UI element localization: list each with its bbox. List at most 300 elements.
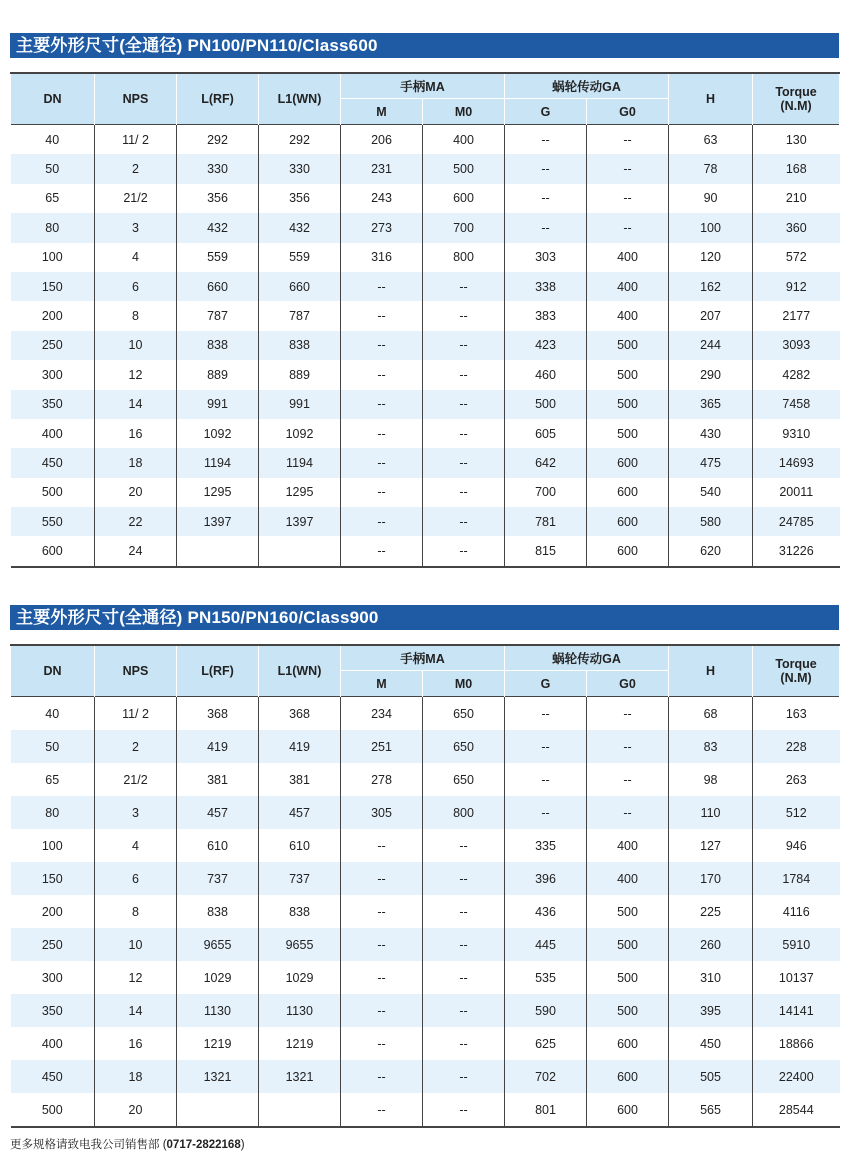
- cell-g0: 400: [587, 243, 669, 272]
- cell-l-rf: 889: [177, 360, 259, 389]
- cell-dn: 450: [11, 1060, 95, 1093]
- cell-l1-wn: 838: [259, 895, 341, 928]
- cell-torque: 572: [753, 243, 840, 272]
- cell-dn: 250: [11, 928, 95, 961]
- cell-m: 278: [341, 763, 423, 796]
- cell-l-rf: 1092: [177, 419, 259, 448]
- cell-l1-wn: 1194: [259, 448, 341, 477]
- cell-m: 234: [341, 697, 423, 731]
- cell-dn: 200: [41, 904, 63, 919]
- table-row: [11, 272, 840, 301]
- dimension-table: [10, 644, 840, 1128]
- table-row: [11, 829, 840, 862]
- table-row: [11, 1060, 840, 1093]
- cell-h: 162: [669, 272, 753, 301]
- cell-l-rf: 368: [177, 697, 259, 731]
- cell-nps: 21/2: [95, 184, 177, 213]
- cell-nps: 3: [95, 796, 177, 829]
- cell-nps: 14: [95, 994, 177, 1027]
- cell-m0: --: [423, 419, 505, 448]
- cell-l-rf: 432: [177, 213, 259, 242]
- cell-nps: 14: [95, 390, 177, 419]
- cell-nps: 10: [95, 928, 177, 961]
- cell-m0: --: [423, 928, 505, 961]
- header-dn: DN: [11, 73, 95, 125]
- cell-g0: 500: [587, 928, 669, 961]
- cell-l-rf: 9655: [177, 928, 259, 961]
- cell-g: --: [505, 697, 587, 731]
- cell-g: 801: [505, 1093, 587, 1127]
- cell-g: 700: [505, 478, 587, 507]
- cell-h: 565: [669, 1093, 753, 1127]
- cell-m0: --: [423, 448, 505, 477]
- cell-g: 436: [505, 895, 587, 928]
- cell-nps: 20: [95, 478, 177, 507]
- cell-h: 78: [669, 154, 753, 183]
- cell-m0: --: [423, 390, 505, 419]
- cell-m: --: [341, 829, 423, 862]
- cell-m0: --: [423, 301, 505, 330]
- cell-m: --: [341, 994, 423, 1027]
- cell-l1-wn: 292: [259, 125, 341, 155]
- cell-l-rf: 559: [177, 243, 259, 272]
- section-title: 主要外形尺寸(全通径) PN150/PN160/Class900: [10, 605, 839, 630]
- table-row: [11, 419, 840, 448]
- cell-h: 207: [669, 301, 753, 330]
- cell-h: 127: [669, 829, 753, 862]
- table-row: [11, 478, 840, 507]
- header-l-rf: L(RF): [177, 645, 259, 697]
- cell-dn: 100: [41, 250, 63, 265]
- cell-nps: 11/ 2: [95, 125, 177, 155]
- cell-nps: 2: [95, 730, 177, 763]
- cell-g0: --: [587, 730, 669, 763]
- cell-dn: 500: [11, 1093, 95, 1127]
- cell-g: 702: [505, 1060, 587, 1093]
- table-row: [11, 895, 840, 928]
- header-g: G: [505, 99, 587, 125]
- cell-g: --: [505, 730, 587, 763]
- cell-dn: 100: [41, 838, 63, 853]
- cell-dn: 300: [41, 970, 63, 985]
- cell-h: 430: [669, 419, 753, 448]
- cell-g: 535: [505, 961, 587, 994]
- cell-l-rf: 1397: [177, 507, 259, 536]
- cell-l1-wn: 1029: [259, 961, 341, 994]
- cell-l-rf: 1219: [177, 1027, 259, 1060]
- cell-h: 260: [669, 928, 753, 961]
- cell-l1-wn: [259, 1093, 341, 1127]
- cell-g: 338: [505, 272, 587, 301]
- header-m: M: [341, 99, 423, 125]
- cell-g: 815: [505, 536, 587, 566]
- cell-m: --: [341, 1093, 423, 1127]
- cell-nps: 22: [95, 507, 177, 536]
- header-h: H: [669, 645, 753, 697]
- cell-torque: 360: [753, 213, 840, 242]
- cell-m: 243: [341, 184, 423, 213]
- cell-l-rf: 1130: [177, 994, 259, 1027]
- cell-h: 540: [669, 478, 753, 507]
- cell-g0: --: [587, 796, 669, 829]
- cell-g: 590: [505, 994, 587, 1027]
- header-gear-ga: 蜗轮传动GA: [505, 73, 669, 99]
- cell-l-rf: 381: [177, 763, 259, 796]
- cell-g: --: [505, 184, 587, 213]
- cell-dn: 500: [41, 485, 63, 500]
- table-row: [11, 125, 840, 155]
- cell-dn: 550: [11, 507, 95, 536]
- cell-l1-wn: 1219: [259, 1027, 341, 1060]
- cell-dn: 65: [45, 772, 60, 787]
- cell-l-rf: 356: [177, 184, 259, 213]
- cell-l1-wn: 660: [259, 272, 341, 301]
- cell-g: 605: [505, 419, 587, 448]
- cell-nps: 24: [95, 536, 177, 566]
- cell-torque: 31226: [753, 536, 840, 566]
- cell-h: 580: [669, 507, 753, 536]
- cell-h: 98: [669, 763, 753, 796]
- cell-m0: 800: [423, 243, 505, 272]
- cell-m: 251: [341, 730, 423, 763]
- cell-nps: 21/2: [95, 763, 177, 796]
- header-h: H: [669, 73, 753, 125]
- cell-m: --: [341, 895, 423, 928]
- cell-g0: 400: [587, 862, 669, 895]
- cell-m: --: [341, 390, 423, 419]
- cell-m0: --: [423, 1093, 505, 1127]
- cell-m0: --: [423, 862, 505, 895]
- cell-dn: 350: [11, 390, 95, 419]
- cell-g0: --: [587, 184, 669, 213]
- cell-nps: 4: [95, 243, 177, 272]
- table-row: [11, 928, 840, 961]
- table-row: [11, 1027, 840, 1060]
- cell-l1-wn: 787: [259, 301, 341, 330]
- cell-l1-wn: [259, 536, 341, 566]
- cell-nps: 16: [95, 419, 177, 448]
- cell-dn: 40: [45, 132, 60, 147]
- cell-torque: 9310: [753, 419, 840, 448]
- cell-l-rf: 991: [177, 390, 259, 419]
- cell-m: --: [341, 961, 423, 994]
- cell-torque: 20011: [753, 478, 840, 507]
- cell-g0: 400: [587, 829, 669, 862]
- header-m: M: [341, 671, 423, 697]
- header-l-rf: L(RF): [177, 73, 259, 125]
- cell-g: --: [505, 213, 587, 242]
- cell-l-rf: 838: [177, 895, 259, 928]
- cell-l-rf: 787: [177, 301, 259, 330]
- cell-l1-wn: 1295: [259, 478, 341, 507]
- table-row: [11, 213, 840, 242]
- cell-nps: 16: [95, 1027, 177, 1060]
- cell-m: --: [341, 507, 423, 536]
- cell-dn: 150: [11, 272, 95, 301]
- cell-torque: 14693: [753, 448, 840, 477]
- cell-h: 120: [669, 243, 753, 272]
- cell-m: 316: [341, 243, 423, 272]
- cell-h: 170: [669, 862, 753, 895]
- cell-h: 475: [669, 448, 753, 477]
- cell-m: --: [341, 331, 423, 360]
- cell-m0: 700: [423, 213, 505, 242]
- cell-l1-wn: 432: [259, 213, 341, 242]
- cell-g0: --: [587, 154, 669, 183]
- cell-dn: 150: [11, 862, 95, 895]
- cell-m: --: [341, 862, 423, 895]
- table-row: [11, 994, 840, 1027]
- cell-dn: 400: [41, 1036, 63, 1051]
- cell-m0: 650: [423, 697, 505, 731]
- footer-text: 更多规格请致电我公司销售部 (: [10, 1139, 167, 1151]
- cell-g0: --: [587, 125, 669, 155]
- cell-m: --: [341, 301, 423, 330]
- cell-dn: 400: [41, 426, 63, 441]
- header-dn: DN: [11, 645, 95, 697]
- table-row: [11, 331, 840, 360]
- cell-m: --: [341, 1060, 423, 1093]
- cell-m0: --: [423, 829, 505, 862]
- cell-m0: 650: [423, 763, 505, 796]
- cell-dn: 40: [45, 706, 60, 721]
- cell-nps: 12: [95, 961, 177, 994]
- cell-torque: 228: [753, 730, 840, 763]
- table-row: [11, 390, 840, 419]
- header-handle-ma: 手柄MA: [341, 73, 505, 99]
- cell-l1-wn: 1321: [259, 1060, 341, 1093]
- cell-m: 206: [341, 125, 423, 155]
- cell-m0: --: [423, 272, 505, 301]
- cell-g: 445: [505, 928, 587, 961]
- cell-m: --: [341, 1027, 423, 1060]
- cell-g0: 600: [587, 448, 669, 477]
- cell-g0: 600: [587, 536, 669, 566]
- cell-g0: 600: [587, 478, 669, 507]
- cell-g0: 500: [587, 994, 669, 1027]
- table-row: [11, 243, 840, 272]
- cell-torque: 1784: [753, 862, 840, 895]
- cell-g: 423: [505, 331, 587, 360]
- cell-m: 305: [341, 796, 423, 829]
- cell-m: --: [341, 536, 423, 566]
- cell-m0: --: [423, 536, 505, 566]
- cell-h: 244: [669, 331, 753, 360]
- cell-g0: 500: [587, 419, 669, 448]
- cell-m: --: [341, 419, 423, 448]
- footer-contact-note: [10, 1136, 245, 1152]
- cell-dn: 200: [41, 309, 63, 324]
- cell-torque: 4282: [753, 360, 840, 389]
- cell-torque: 10137: [753, 961, 840, 994]
- cell-l1-wn: 356: [259, 184, 341, 213]
- cell-h: 310: [669, 961, 753, 994]
- cell-g: --: [505, 154, 587, 183]
- cell-g0: 600: [587, 507, 669, 536]
- cell-l1-wn: 330: [259, 154, 341, 183]
- cell-dn: 300: [41, 367, 63, 382]
- cell-torque: 512: [753, 796, 840, 829]
- cell-g: 303: [505, 243, 587, 272]
- cell-torque: 14141: [753, 994, 840, 1027]
- cell-dn: 50: [11, 154, 95, 183]
- cell-g0: 600: [587, 1060, 669, 1093]
- cell-h: 68: [669, 697, 753, 731]
- cell-l1-wn: 1130: [259, 994, 341, 1027]
- cell-nps: 11/ 2: [95, 697, 177, 731]
- cell-l1-wn: 559: [259, 243, 341, 272]
- header-torque-unit: (N.M): [780, 671, 812, 685]
- cell-l1-wn: 381: [259, 763, 341, 796]
- cell-g0: --: [587, 697, 669, 731]
- dimension-section-class600: [10, 33, 839, 568]
- cell-l1-wn: 889: [259, 360, 341, 389]
- dimension-table: [10, 72, 840, 568]
- cell-dn: 600: [11, 536, 95, 566]
- cell-g0: 500: [587, 331, 669, 360]
- cell-nps: 6: [95, 862, 177, 895]
- header-handle-ma: 手柄MA: [341, 645, 505, 671]
- cell-g: 642: [505, 448, 587, 477]
- cell-m0: --: [423, 478, 505, 507]
- cell-g: 335: [505, 829, 587, 862]
- cell-l-rf: 419: [177, 730, 259, 763]
- table-row: [11, 697, 840, 731]
- cell-g: 625: [505, 1027, 587, 1060]
- cell-l-rf: 737: [177, 862, 259, 895]
- table-body: [11, 125, 840, 567]
- table-body: [11, 697, 840, 1128]
- header-m0: M0: [423, 671, 505, 697]
- cell-m: --: [341, 272, 423, 301]
- header-torque: [753, 73, 840, 125]
- cell-m: 231: [341, 154, 423, 183]
- cell-h: 505: [669, 1060, 753, 1093]
- cell-m0: --: [423, 507, 505, 536]
- header-nps: NPS: [95, 645, 177, 697]
- cell-torque: 210: [753, 184, 840, 213]
- header-gear-ga: 蜗轮传动GA: [505, 645, 669, 671]
- cell-h: 620: [669, 536, 753, 566]
- cell-g: --: [505, 125, 587, 155]
- cell-g: --: [505, 763, 587, 796]
- cell-m0: 400: [423, 125, 505, 155]
- cell-torque: 263: [753, 763, 840, 796]
- cell-l-rf: 292: [177, 125, 259, 155]
- cell-l-rf: 1029: [177, 961, 259, 994]
- cell-dn: 350: [11, 994, 95, 1027]
- cell-nps: 12: [95, 360, 177, 389]
- cell-h: 63: [669, 125, 753, 155]
- cell-g0: 500: [587, 961, 669, 994]
- table-row: [11, 154, 840, 183]
- cell-h: 90: [669, 184, 753, 213]
- footer-phone: 0717-2822168: [166, 1139, 241, 1151]
- cell-l-rf: 330: [177, 154, 259, 183]
- table-row: [11, 536, 840, 566]
- cell-g: 383: [505, 301, 587, 330]
- table-row: [11, 961, 840, 994]
- cell-l1-wn: 737: [259, 862, 341, 895]
- cell-m: --: [341, 360, 423, 389]
- header-torque-unit: (N.M): [780, 99, 812, 113]
- cell-g: 460: [505, 360, 587, 389]
- cell-nps: 3: [95, 213, 177, 242]
- header-g: G: [505, 671, 587, 697]
- cell-g0: --: [587, 763, 669, 796]
- cell-torque: 946: [753, 829, 840, 862]
- cell-torque: 168: [753, 154, 840, 183]
- cell-m0: --: [423, 895, 505, 928]
- cell-l1-wn: 1397: [259, 507, 341, 536]
- cell-nps: 8: [95, 301, 177, 330]
- cell-nps: 6: [95, 272, 177, 301]
- cell-m0: 600: [423, 184, 505, 213]
- table-row: [11, 507, 840, 536]
- cell-nps: 2: [95, 154, 177, 183]
- cell-g0: 600: [587, 1027, 669, 1060]
- section-title: 主要外形尺寸(全通径) PN100/PN110/Class600: [10, 33, 839, 58]
- header-l1-wn: L1(WN): [259, 645, 341, 697]
- cell-l-rf: 1321: [177, 1060, 259, 1093]
- table-row: [11, 862, 840, 895]
- header-m0: M0: [423, 99, 505, 125]
- cell-l1-wn: 419: [259, 730, 341, 763]
- cell-torque: 3093: [753, 331, 840, 360]
- cell-torque: 7458: [753, 390, 840, 419]
- cell-l-rf: 457: [177, 796, 259, 829]
- header-torque-label: Torque: [775, 657, 817, 671]
- header-torque: [753, 645, 840, 697]
- cell-l1-wn: 368: [259, 697, 341, 731]
- cell-nps: 18: [95, 1060, 177, 1093]
- cell-m: 273: [341, 213, 423, 242]
- cell-l-rf: [177, 1093, 259, 1127]
- cell-l-rf: 610: [177, 829, 259, 862]
- cell-g0: 500: [587, 360, 669, 389]
- cell-l1-wn: 838: [259, 331, 341, 360]
- cell-g: 781: [505, 507, 587, 536]
- cell-torque: 4116: [753, 895, 840, 928]
- table-row: [11, 763, 840, 796]
- cell-nps: 10: [95, 331, 177, 360]
- cell-torque: 2177: [753, 301, 840, 330]
- cell-g: 396: [505, 862, 587, 895]
- cell-g0: --: [587, 213, 669, 242]
- cell-nps: 8: [95, 895, 177, 928]
- table-row: [11, 448, 840, 477]
- cell-dn: 450: [11, 448, 95, 477]
- cell-torque: 130: [753, 125, 840, 155]
- cell-h: 395: [669, 994, 753, 1027]
- cell-m0: --: [423, 1060, 505, 1093]
- cell-m0: --: [423, 994, 505, 1027]
- table-row: [11, 796, 840, 829]
- cell-h: 450: [669, 1027, 753, 1060]
- cell-m0: --: [423, 961, 505, 994]
- cell-g0: 400: [587, 301, 669, 330]
- cell-g: 500: [505, 390, 587, 419]
- cell-m0: --: [423, 331, 505, 360]
- cell-m0: --: [423, 1027, 505, 1060]
- table-row: [11, 360, 840, 389]
- header-nps: NPS: [95, 73, 177, 125]
- cell-g0: 500: [587, 895, 669, 928]
- cell-dn: 65: [45, 191, 60, 206]
- cell-nps: 18: [95, 448, 177, 477]
- cell-m0: --: [423, 360, 505, 389]
- cell-l1-wn: 991: [259, 390, 341, 419]
